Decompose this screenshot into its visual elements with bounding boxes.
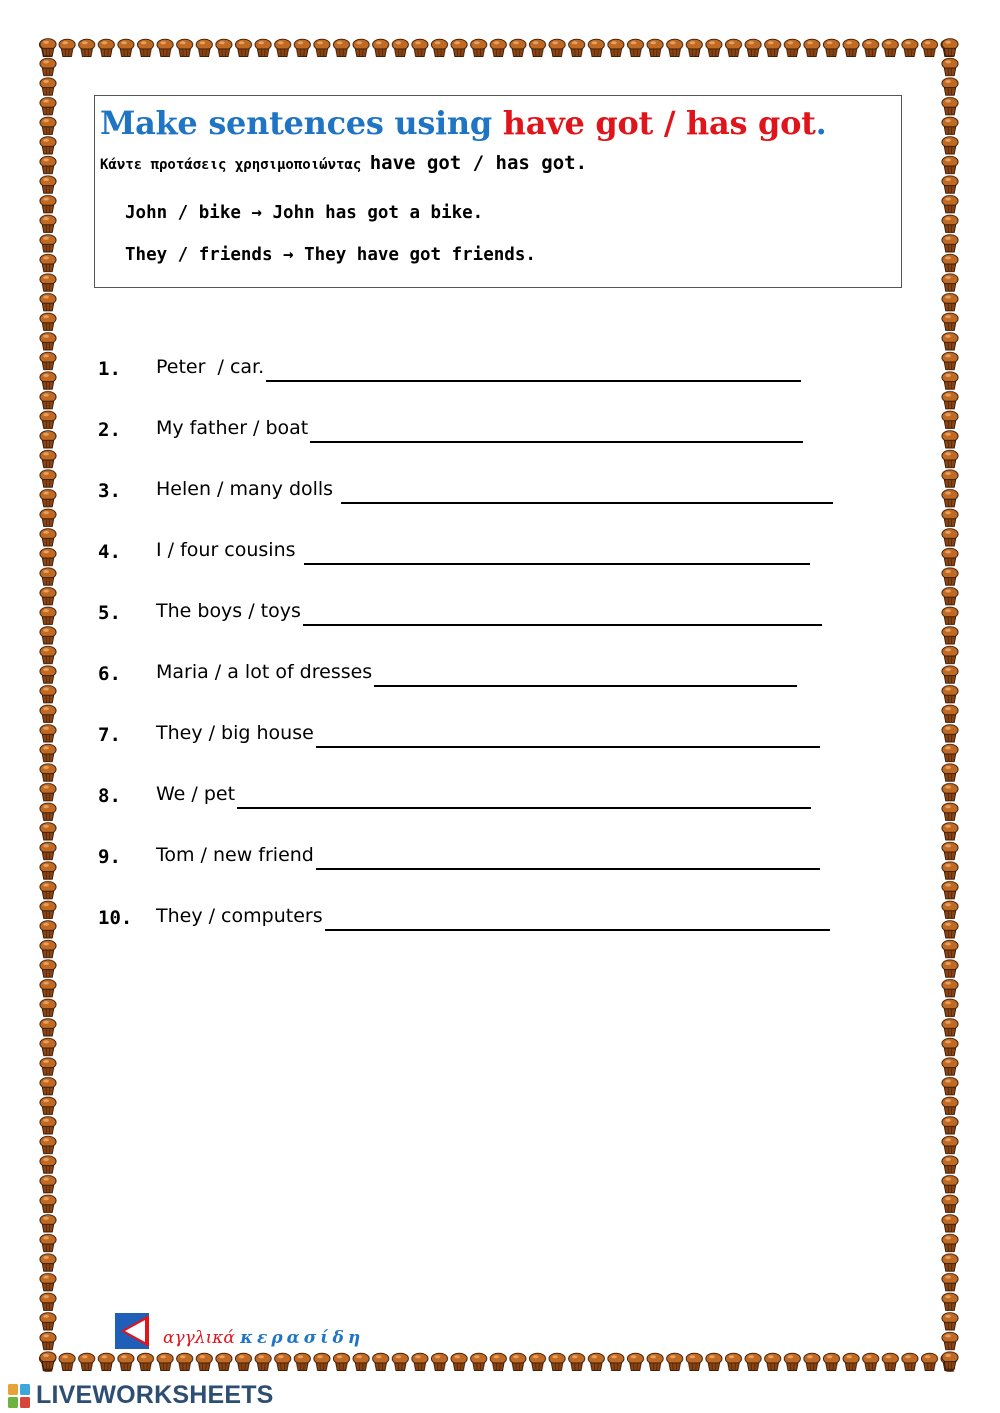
publisher-name-red: αγγλικά <box>163 1328 241 1348</box>
item-number: 6. <box>98 663 121 685</box>
answer-input-7[interactable] <box>316 722 820 748</box>
publisher-name-blue: κερασίδη <box>240 1328 365 1348</box>
example-sentence-2: They / friends → They have got friends. <box>125 245 536 265</box>
answer-input-4[interactable] <box>304 539 810 565</box>
exercise-item-4 <box>98 535 878 596</box>
exercise-item-9 <box>98 840 878 901</box>
item-prompt: They / computers <box>156 905 323 927</box>
item-number: 3. <box>98 480 121 502</box>
subtitle-greek: Κάντε προτάσεις χρησιμοποιώντας <box>100 157 370 173</box>
liveworksheets-logo-text: LIVEWORKSHEETS <box>36 1381 274 1409</box>
answer-input-6[interactable] <box>374 661 797 687</box>
title-part-red: have got / has got <box>502 104 816 142</box>
publisher-logo-icon <box>115 1313 149 1349</box>
publisher-logo <box>115 1313 364 1349</box>
item-number: 9. <box>98 846 121 868</box>
item-prompt: Tom / new friend <box>156 844 314 866</box>
exercise-item-1 <box>98 352 878 413</box>
example-sentence-1: John / bike → John has got a bike. <box>125 203 484 223</box>
item-prompt: They / big house <box>156 722 314 744</box>
exercise-item-5 <box>98 596 878 657</box>
answer-input-1[interactable] <box>266 356 801 382</box>
exercise-item-10 <box>98 901 878 962</box>
exercise-item-6 <box>98 657 878 718</box>
item-prompt: The boys / toys <box>156 600 301 622</box>
cupcake-border-left <box>38 38 58 1372</box>
item-number: 4. <box>98 541 121 563</box>
exercise-item-2 <box>98 413 878 474</box>
item-number: 2. <box>98 419 121 441</box>
subtitle-english: have got / has got. <box>369 152 588 174</box>
instruction-subtitle <box>100 152 587 174</box>
item-number: 7. <box>98 724 121 746</box>
cupcake-border-top <box>38 38 960 58</box>
item-number: 5. <box>98 602 121 624</box>
answer-input-9[interactable] <box>316 844 820 870</box>
answer-input-3[interactable] <box>341 478 833 504</box>
answer-input-5[interactable] <box>303 600 822 626</box>
title-period: . <box>815 104 827 142</box>
instruction-box <box>94 95 902 288</box>
liveworksheets-footer <box>8 1381 274 1410</box>
exercise-item-8 <box>98 779 878 840</box>
item-prompt: Helen / many dolls <box>156 478 340 500</box>
item-prompt: Maria / a lot of dresses <box>156 661 373 683</box>
item-prompt: Peter / car. <box>156 356 265 378</box>
item-prompt: I / four cousins <box>156 539 302 561</box>
cupcake-border-bottom <box>38 1352 960 1372</box>
item-number: 8. <box>98 785 121 807</box>
item-number: 10. <box>98 907 133 929</box>
liveworksheets-grid-icon <box>8 1384 30 1408</box>
exercise-item-3 <box>98 474 878 535</box>
answer-input-2[interactable] <box>310 417 803 443</box>
exercise-list <box>98 352 878 962</box>
exercise-item-7 <box>98 718 878 779</box>
title-part-blue: Make sentences using <box>100 104 503 142</box>
answer-input-10[interactable] <box>325 905 830 931</box>
item-prompt: My father / boat <box>156 417 309 439</box>
item-prompt: We / pet <box>156 783 236 805</box>
page-title <box>100 104 826 142</box>
cupcake-border-right <box>940 38 960 1372</box>
item-number: 1. <box>98 358 121 380</box>
publisher-name <box>163 1327 364 1349</box>
answer-input-8[interactable] <box>237 783 811 809</box>
